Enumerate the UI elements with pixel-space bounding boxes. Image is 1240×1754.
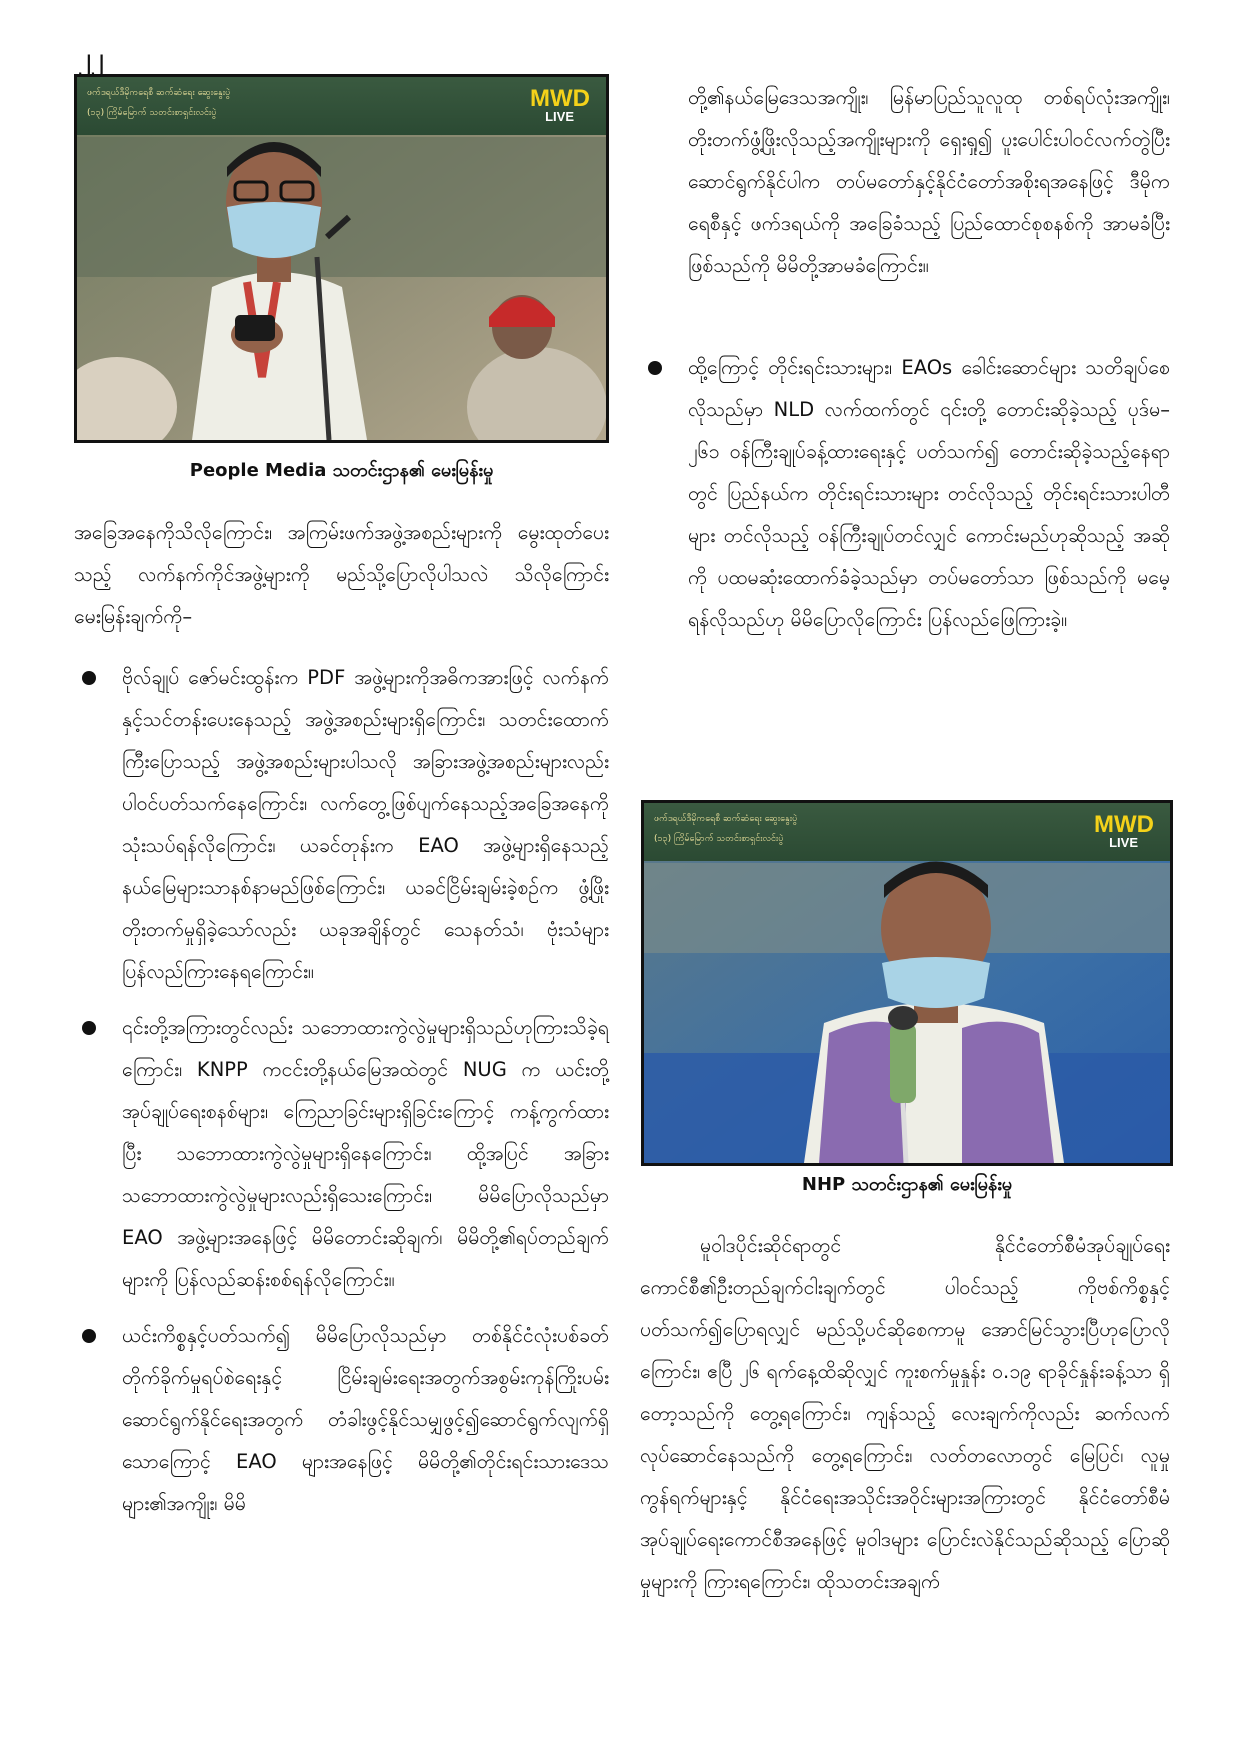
banner-line-1: ဖက်ဒရယ်ဒီမိုကရေစီ ဆက်ဆံရေး ဆွေးနွေးပွဲ xyxy=(654,814,798,824)
live-badge: LIVE xyxy=(1109,835,1138,850)
bullet-dot-icon xyxy=(648,361,662,375)
right-top-paragraph: တို့၏နယ်မြေဒေသအကျိုး၊ မြန်မာပြည်သူလူထု တစ်ရပ်လုံးအကျိုး၊ တိုးတက်ဖွံ့ဖြိုးလိုသည့်အကျိုးများကို ရှေးရှု၍ ပူးပေါင်းပါဝင်လက်တွဲပြီး ဆောင်ရွက်နိုင်ပါက တပ်မတော်နှင့်နိုင်ငံတော်အစိုးရအနေဖြင့် ဒီမိုကရေစီနှင့် ဖက်ဒရယ်ကို အခြေခံသည့် ပြည်ထောင်စုစနစ်ကို အာမခံပြီးဖြစ်သည်ကို မိမိတို့အာမခံကြောင်း။ xyxy=(688,86,1170,277)
left-intro-paragraph: အခြေအနေကိုသိလိုကြောင်း၊ အကြမ်းဖက်အဖွဲ့အစည်းများကို မွေးထုတ်ပေးသည့် လက်နက်ကိုင်အဖွဲ့များကို မည်သို့ပြောလိုပါသလဲ သိလိုကြောင်း မေးမြန်းချက်ကို– xyxy=(74,521,609,628)
bullet-dot-icon xyxy=(82,1021,96,1035)
photo-nhp xyxy=(641,800,1173,1166)
right-bullet-list xyxy=(640,347,1170,655)
banner-line-2: (၁၃) ကြိမ်မြောက် သတင်းစာရှင်းလင်းပွဲ xyxy=(87,108,217,118)
mwd-logo: MWD xyxy=(530,85,590,112)
photo-people-media-caption: People Media သတင်းဌာန၏ မေးမြန်းမှု xyxy=(189,460,494,481)
banner-line-1: ဖက်ဒရယ်ဒီမိုကရေစီ ဆက်ဆံရေး ဆွေးနွေးပွဲ xyxy=(87,88,231,98)
page-number: ၂၂ xyxy=(78,43,104,73)
list-item xyxy=(74,1315,609,1525)
live-badge: LIVE xyxy=(545,109,574,124)
photo-people-media-banner xyxy=(77,77,606,135)
right-bottom-paragraph: မူဝါဒပိုင်းဆိုင်ရာတွင် နိုင်ငံတော်စီမံအုပ်ချုပ်ရေးကောင်စီ၏ဦးတည်ချက်ငါးချက်တွင် ပါဝင်သည့် ကိုဗစ်ကိစ္စနှင့်ပတ်သက်၍ပြောရလျှင် မည်သို့ပင်ဆိုစေကာမူ အောင်မြင်သွားပြီဟုပြောလိုကြောင်း၊ ဧပြီ ၂၆ ရက်နေ့ထိဆိုလျှင် ကူးစက်မှုနှုန်း ၀.၁၉ ရာခိုင်နှုန်းခန့်သာ ရှိတော့သည်ကို တွေ့ရကြောင်း၊ ကျန်သည့် လေးချက်ကိုလည်း ဆက်လက်လုပ်ဆောင်နေသည်ကို တွေ့ရကြောင်း၊ လတ်တလောတွင် မြေပြင်၊ လူမှုကွန်ရက်များနှင့် နိုင်ငံရေးအသိုင်းအဝိုင်းများအကြားတွင် နိုင်ငံတော်စီမံအုပ်ချုပ်ရေးကောင်စီအနေဖြင့် မူဝါဒများ ပြောင်းလဲနိုင်သည်ဆိုသည့် ပြောဆိုမှုများကို ကြားရကြောင်း၊ ထိုသတင်းအချက် xyxy=(640,1234,1170,1593)
photo-nhp-caption: NHP သတင်းဌာန၏ မေးမြန်းမှု xyxy=(801,1174,1013,1195)
bullet-text: ၎င်းတို့အကြားတွင်လည်း သဘောထားကွဲလွဲမှုများရှိသည်ဟုကြားသိခဲ့ရကြောင်း၊ KNPP ကငင်းတို့နယ်မြေအထဲတွင် NUG က ယင်းတို့အုပ်ချုပ်ရေးစနစ်များ၊ ကြေညာခြင်းများရှိခြင်းကြောင့် ကန့်ကွက်ထားပြီး သဘောထားကွဲလွဲမှုများရှိနေကြောင်း၊ ထို့အပြင် အခြားသဘောထားကွဲလွဲမှုများလည်းရှိသေးကြောင်း၊ မိမိပြောလိုသည်မှာ EAO အဖွဲ့များအနေဖြင့် မိမိတောင်းဆိုချက်၊ မိမိတို့၏ရပ်တည်ချက်များကို ပြန်လည်ဆန်းစစ်ရန်လိုကြောင်း။ xyxy=(122,1016,609,1291)
bullet-dot-icon xyxy=(82,1329,96,1343)
left-bullet-list xyxy=(74,657,609,1539)
list-item xyxy=(74,657,609,993)
mwd-logo: MWD xyxy=(1094,811,1154,838)
photo-nhp-banner xyxy=(644,803,1170,861)
list-item xyxy=(74,1007,609,1301)
photo-people-media xyxy=(74,74,609,443)
bullet-text: ဗိုလ်ချုပ် ဇော်မင်းထွန်းက PDF အဖွဲ့များကိုအဓိကအားဖြင့် လက်နက်နှင့်သင်တန်းပေးနေသည့် အဖွဲ့အစည်းများရှိကြောင်း၊ သတင်းထောက်ကြီးပြောသည့် အဖွဲ့အစည်းများပါသလို အခြားအဖွဲ့အစည်းများလည်းပါဝင်ပတ်သက်နေကြောင်း၊ လက်တွေ့ဖြစ်ပျက်နေသည့်အခြေအနေကို သုံးသပ်ရန်လိုကြောင်း၊ ယခင်တုန်းက EAO အဖွဲ့များရှိနေသည့် နယ်မြေများသာနစ်နာမည်ဖြစ်ကြောင်း၊ ယခင်ငြိမ်းချမ်းခဲ့စဉ်က ဖွံ့ဖြိုးတိုးတက်မှုရှိခဲ့သော်လည်း ယခုအချိန်တွင် သေနတ်သံ၊ ဗုံးသံများပြန်လည်ကြားနေရကြောင်း။ xyxy=(122,666,609,983)
bullet-text: ထို့ကြောင့် တိုင်းရင်းသားများ၊ EAOs ခေါင်းဆောင်များ သတိချပ်စေလိုသည်မှာ NLD လက်ထက်တွင် ၎င်းတို့ တောင်းဆိုခဲ့သည့် ပုဒ်မ–၂၆၁ ဝန်ကြီးချုပ်ခန့်ထားရေးနှင့် ပတ်သက်၍ တောင်းဆိုခဲ့သည့်နေရာတွင် ပြည်နယ်က တိုင်းရင်းသားများ တင်လိုသည့် တိုင်းရင်းသားပါတီများ တင်လိုသည့် ဝန်ကြီးချုပ်တင်လျှင် ကောင်းမည်ဟုဆိုသည့် အဆိုကို ပထမဆုံးထောက်ခံခဲ့သည်မှာ တပ်မတော်သာ ဖြစ်သည်ကို မမေ့ရန်လိုသည်ဟု မိမိပြောလိုကြောင်း ပြန်လည်ဖြေကြားခဲ့။ xyxy=(688,356,1170,631)
list-item xyxy=(640,347,1170,641)
bullet-text: ယင်းကိစ္စနှင့်ပတ်သက်၍ မိမိပြောလိုသည်မှာ တစ်နိုင်ငံလုံးပစ်ခတ်တိုက်ခိုက်မှုရပ်စဲရေးနှင့် ငြိမ်းချမ်းရေးအတွက်အစွမ်းကုန်ကြိုးပမ်းဆောင်ရွက်နိုင်ရေးအတွက် တံခါးဖွင့်နိုင်သမျှဖွင့်၍ဆောင်ရွက်လျက်ရှိသောကြောင့် EAO များအနေဖြင့် မိမိတို့၏တိုင်းရင်းသားဒေသများ၏အကျိုး၊ မိမိ xyxy=(122,1324,609,1515)
bullet-dot-icon xyxy=(82,671,96,685)
banner-line-2: (၁၃) ကြိမ်မြောက် သတင်းစာရှင်းလင်းပွဲ xyxy=(654,834,784,844)
